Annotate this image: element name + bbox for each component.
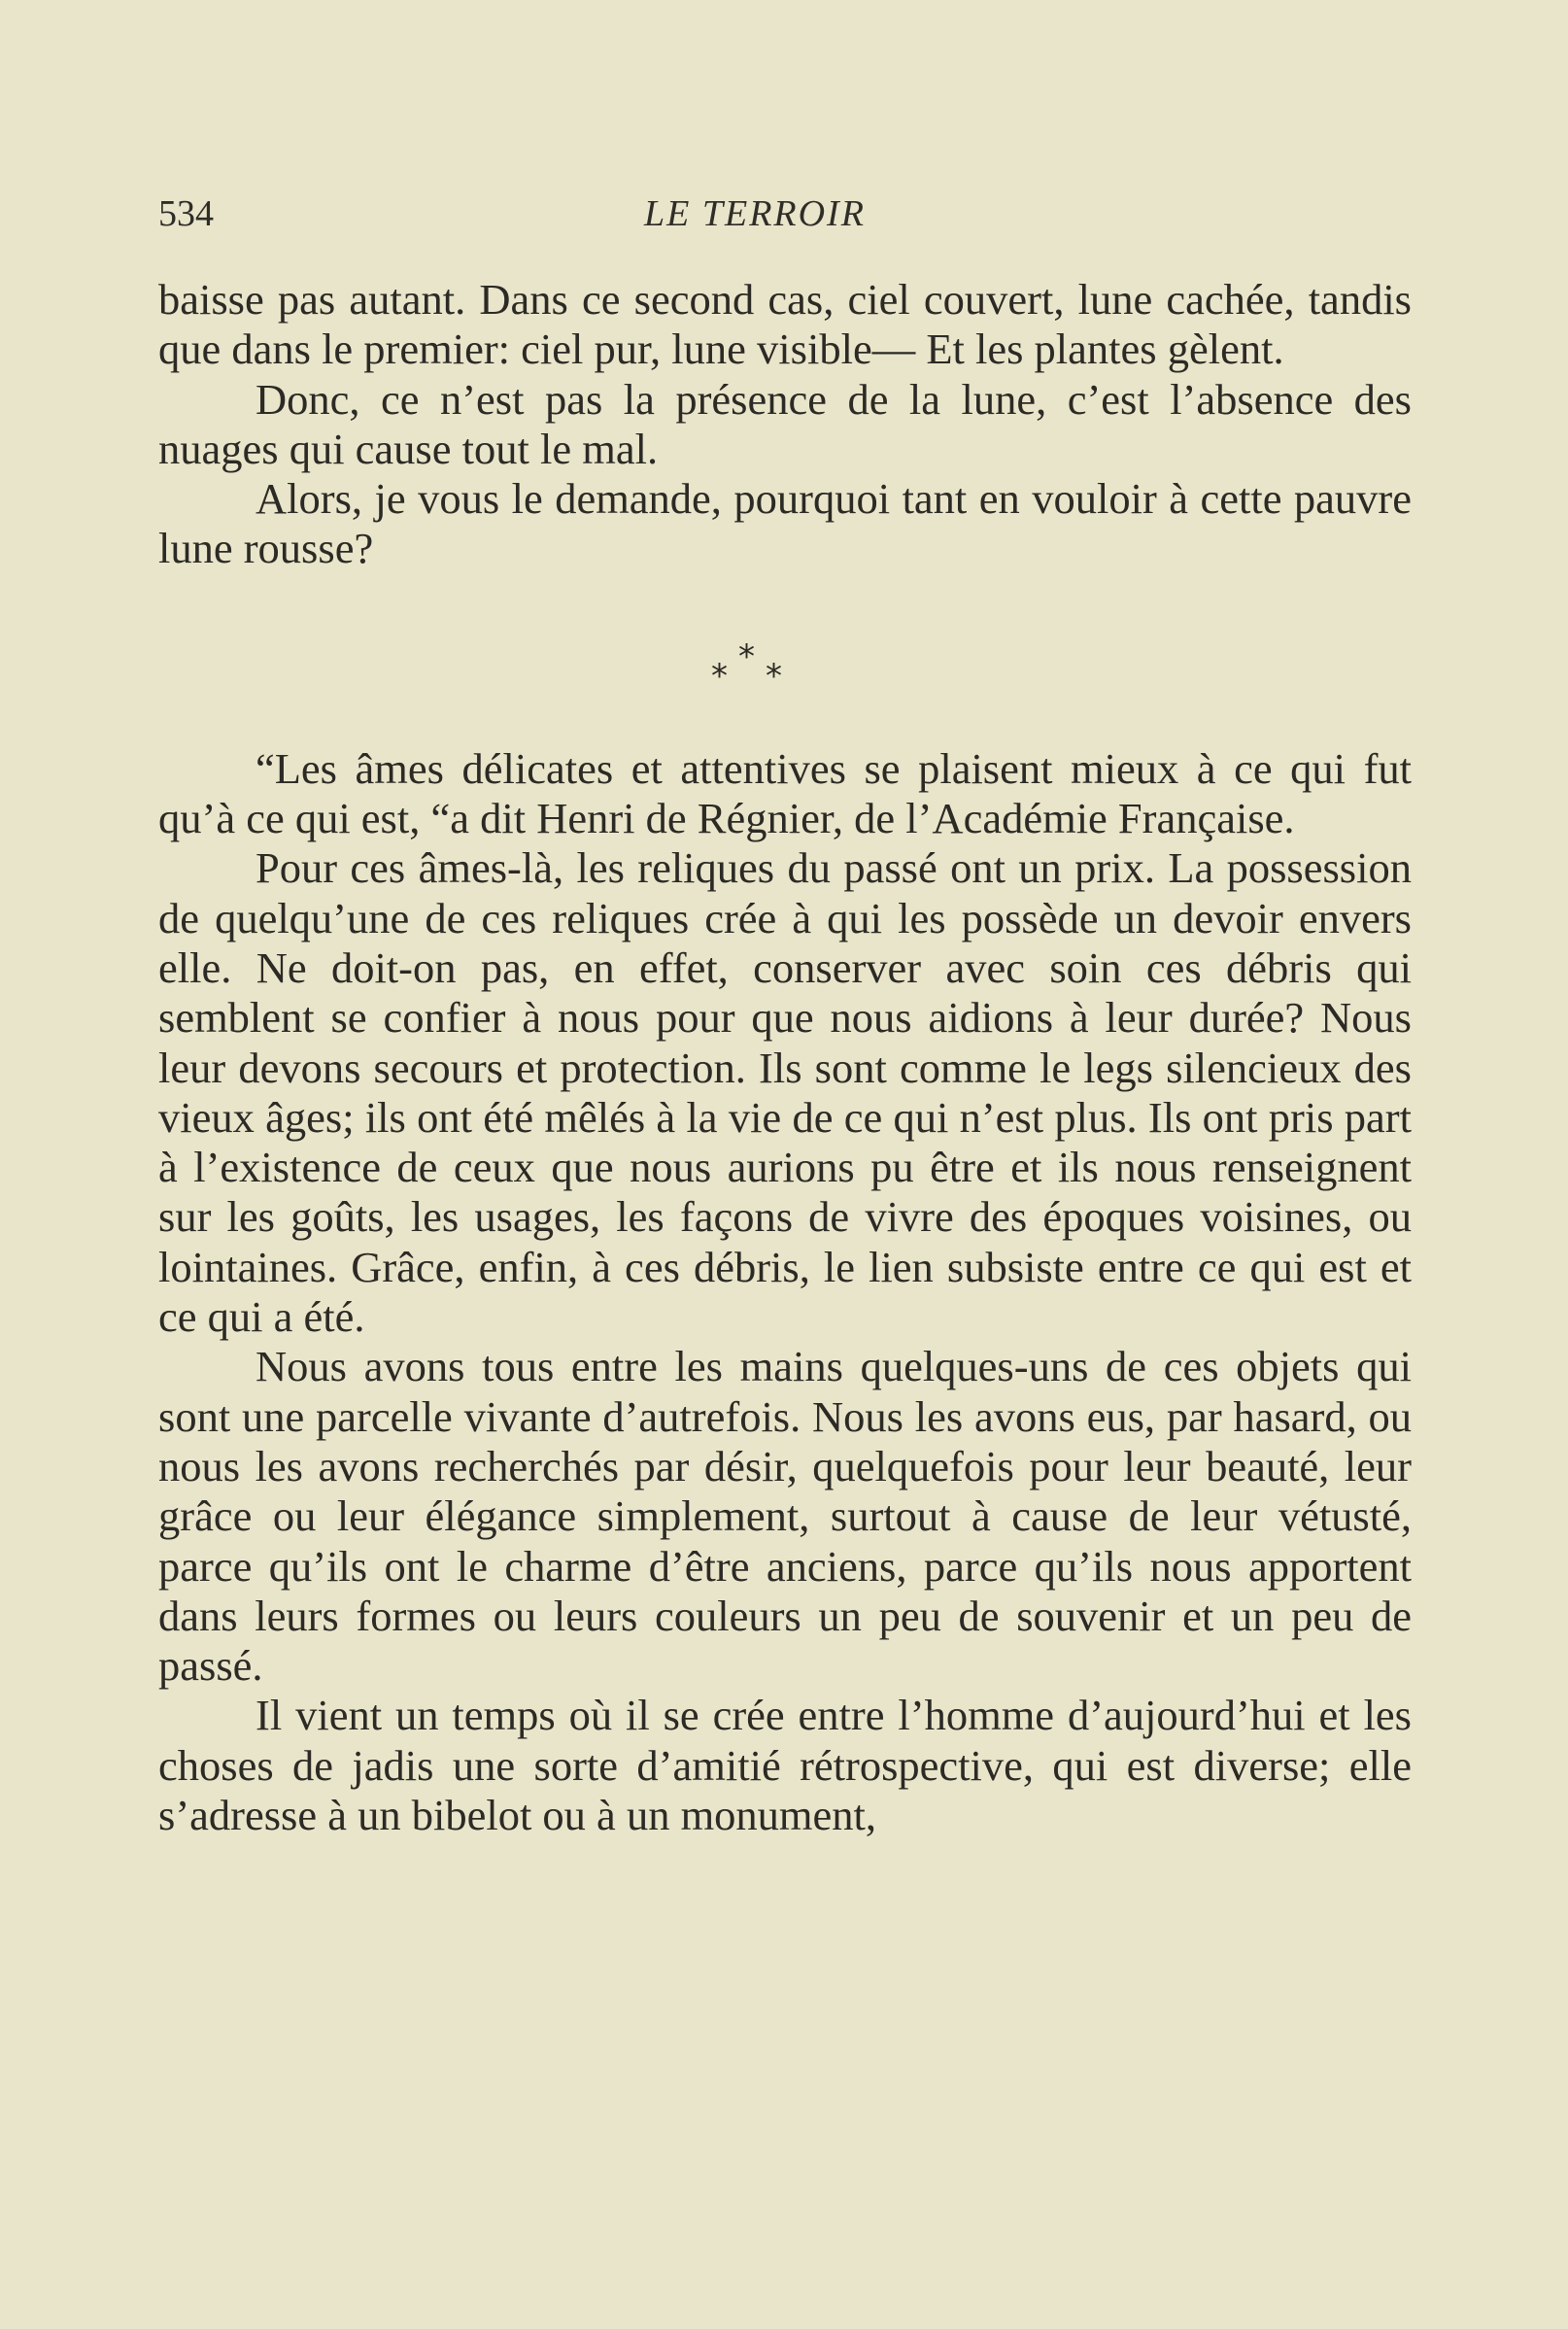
running-title: LE TERROIR [644, 193, 866, 234]
separator-star-right: * [766, 656, 782, 696]
page-body [158, 275, 1412, 1840]
paragraph-6: Nous avons tous entre les mains quelques-uns de ces objets qui sont une parcelle vivante d’autrefois. Nous les avons eus, par hasard, ou nous les avons recherchés par désir, quelquefois pour leur beauté, leur grâce ou leur élégance simplement, surtout à cause de leur vétusté, parce qu’ils ont le charme d’être anciens, parce qu’ils nous apportent dans leurs formes ou leurs couleurs un peu de souvenir et un peu de passé. [158, 1342, 1412, 1691]
separator-star-top: * [738, 636, 755, 676]
paragraph-1: baisse pas autant. Dans ce second cas, ciel couvert, lune cachée, tandis que dans le premier: ciel pur, lune visible— Et les plantes gèlent. [158, 275, 1412, 374]
paragraph-5: Pour ces âmes-là, les reliques du passé ont un prix. La possession de quelqu’une de ces reliques crée à qui les possède un devoir envers elle. Ne doit-on pas, en effet, conserver avec soin ces débris qui semblent se confier à nous pour que nous aidions à leur durée? Nous leur devons secours et protection. Ils sont comme le legs silencieux des vieux âges; ils ont été mêlés à la vie de ce qui n’est plus. Ils ont pris part à l’existence de ceux que nous aurions pu être et ils nous renseignent sur les goûts, les usages, les façons de vivre des époques voisines, ou lointaines. Grâce, enfin, à ces débris, le lien subsiste entre ce qui est et ce qui a été. [158, 843, 1412, 1342]
page-header [158, 185, 1412, 243]
paragraph-7: Il vient un temps où il se crée entre l’homme d’aujourd’hui et les choses de jadis une sorte d’amitié rétrospective, qui est diverse; elle s’adresse à un bibelot ou à un monument, [158, 1691, 1412, 1840]
paragraph-4: “Les âmes délicates et attentives se plaisent mieux à ce qui fut qu’à ce qui est, “a dit Henri de Régnier, de l’Académie Française. [158, 743, 1412, 843]
page-number: 534 [158, 193, 214, 234]
separator-star-left: * [711, 656, 728, 696]
paragraph-2: Donc, ce n’est pas la présence de la lune, c’est l’absence des nuages qui cause tout le mal. [158, 374, 1412, 473]
paragraph-3: Alors, je vous le demande, pourquoi tant en vouloir à cette pauvre lune rousse? [158, 474, 1412, 573]
section-separator [158, 574, 1412, 744]
